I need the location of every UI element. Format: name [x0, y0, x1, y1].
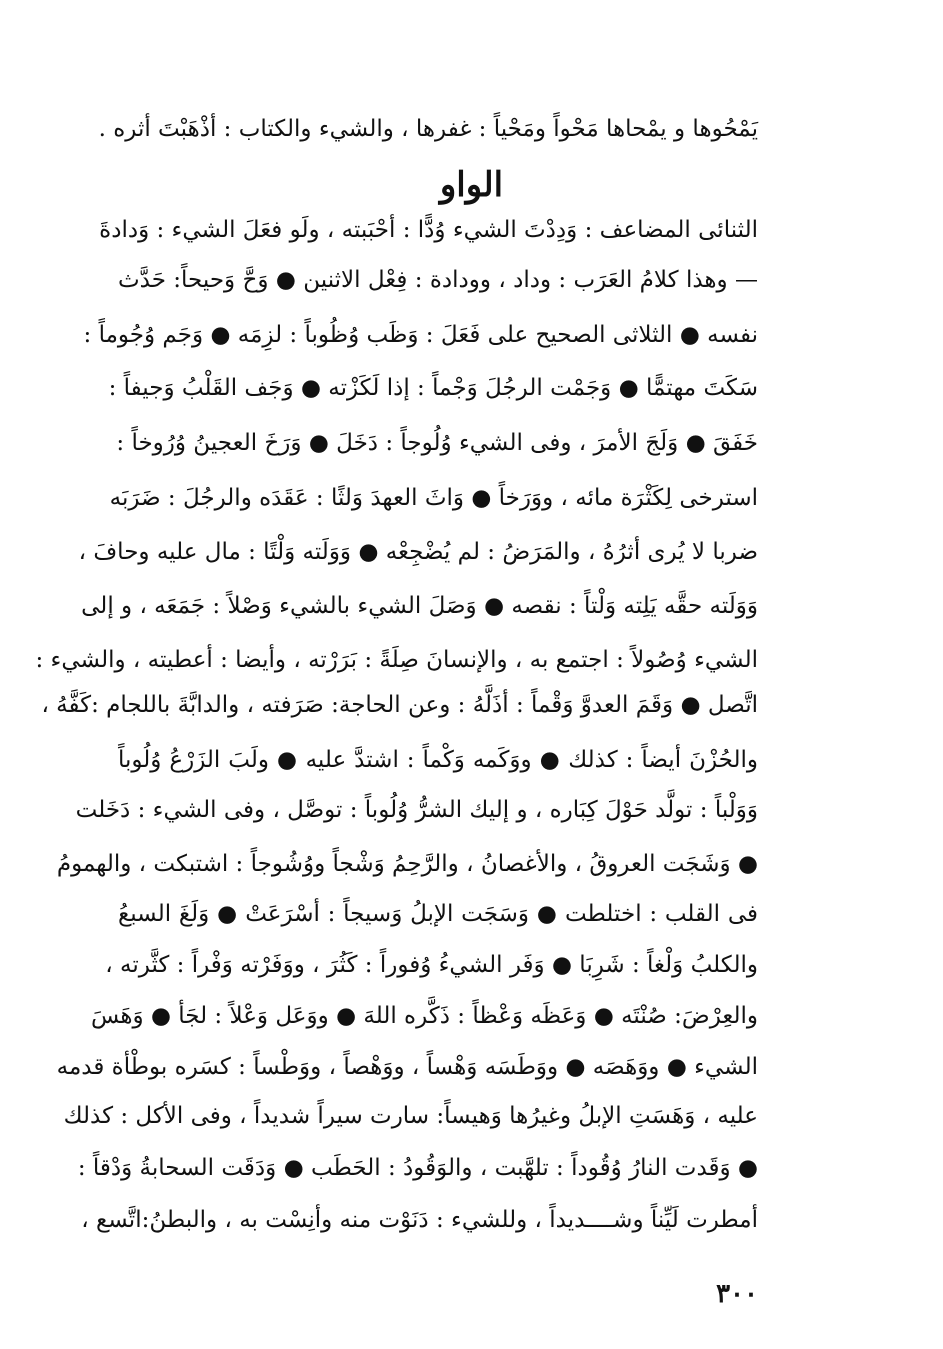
text-line: استرخى لِكَثْرَة مائه ، ووَرَخاً ● وَاثَ العهدَ وَلثًا : عَقَدَه والرجُلَ : ضَرَبَه — [109, 485, 758, 511]
text-line: ● وَشَجَت العروقُ ، والأغصانُ ، والرَّحِمُ وَشْجاً ووُشُوجاً : اشتبكت ، والهمومُ — [56, 851, 758, 877]
page-number: ٣٠٠ — [716, 1279, 758, 1309]
text-line: الثنائى المضاعف : وَدِدْتَ الشيء وُدًّا : أحْبَبته ، ولَو فعَلَ الشيء : وَدادةَ — [99, 217, 758, 243]
section-title: الواو — [439, 165, 504, 205]
text-line: اتَّصل ● وَقَمَ العدوَّ وَقْماً : أذَلَّهُ : وعن الحاجة: صَرَفته ، والدابَّةَ باللجام :كَفَّهُ ، — [41, 692, 758, 718]
text-line: خَفَقَ ● وَلَجَ الأمرَ ، وفى الشيء وُلُوجاً : دَخَلَ ● وَرَخَ العجينُ وُرُوخاً : — [116, 430, 758, 456]
text-line: وَوَلْباً : تولَّد حَوْلَ كِبَاره ، و إليك الشرُّ وُلُوباً : توصَّل ، وفى الشيء : دَخَلت — [75, 797, 758, 823]
text-line: ضربا لا يُرى أثرُهُ ، والمَرَضُ : لم يُضْجِعْه ● وَوَلَته وَلْتًا : مال عليه وحافَ ، — [78, 539, 758, 565]
text-line: نفسه ● الثلاثى الصحيح على فَعَلَ : وَظَب وُظُوباً : لزِمَه ● وَجَم وُجُوماً : — [83, 322, 758, 348]
text-line: والكلبُ وَلْغاً : شَرِبَا ● وَفَر الشيءُ وُفوراً : كَثُرَ ، ووَفَرْته وَفْراً : كثَّرته ، — [105, 952, 758, 978]
text-line: سَكَتَ مهتمًّا ● وَجَمْت الرجُلَ وَجْماً : إذا لَكَزْته ● وَجَف القَلْبُ وَجيفاً : — [108, 375, 758, 401]
text-line: أمطرت لَيِّناً وشــــديداً ، وللشيء : دَنَوْت منه وأنِسْت به ، والبطنُ:اتَّسع ، — [81, 1207, 758, 1233]
text-line: فى القلب : اختلطت ● وَسَجَت الإبلُ وَسيجاً : أسْرَعَتْ ● وَلَغَ السبعُ — [118, 901, 758, 927]
text-line: وَوَلَته حقَّه يَلِته وَلْتاً : نقصه ● وَصَلَ الشيء بالشيء وَصْلاً : جَمَعَه ، و إلى — [81, 593, 758, 619]
text-line: عليه ، وَهَسَتِ الإبلُ وغيرُها وَهيساً: سارت سيراً شديداً ، وفى الأكل : كذلك — [63, 1103, 758, 1129]
text-line: والعِرْضَ: صُنْتَه ● وَعَظَه وَعْظاً : ذَكَّره اللهَ ● ووَعَل وَعْلاً : لجَأ ● وَهَسَ — [91, 1003, 758, 1029]
text-line: ● وَقَدت النارُ وُقُوداً : تلهَّبت ، والوَقُودُ : الحَطَب ● وَدَقَت السحابةُ وَدْقاً : — [77, 1155, 758, 1181]
continued-entry-line: يَمْحُوها و يمْحاها مَحْواً ومَحْياً : غفرها ، والشيء والكتاب : أذْهَبْتَ أثره . — [98, 116, 758, 142]
text-line: والحُزْنَ أيضاً : كذلك ● ووَكَمه وَكْماً : اشتدَّ عليه ● ولَبَ الزَرْعُ وُلُوباً — [118, 747, 758, 773]
text-line: — وهذا كلامُ العَرَب : وداد ، وودادة : فِعْل الاثنين ● وَحَّ وَحيحاً: حَدَّث — [118, 267, 758, 293]
text-line: الشيء وُصُولاً : اجتمع به ، والإنسانَ صِلَةً : بَرَرْته ، وأيضا : أعطيته ، والشيء : — [35, 647, 758, 673]
text-line: الشيء ● ووَهَصَه ● ووَطَسَه وَهْساً ، ووَهْصاً ، ووَطْساً : كسَره بوطْأة قدمه — [56, 1054, 758, 1080]
